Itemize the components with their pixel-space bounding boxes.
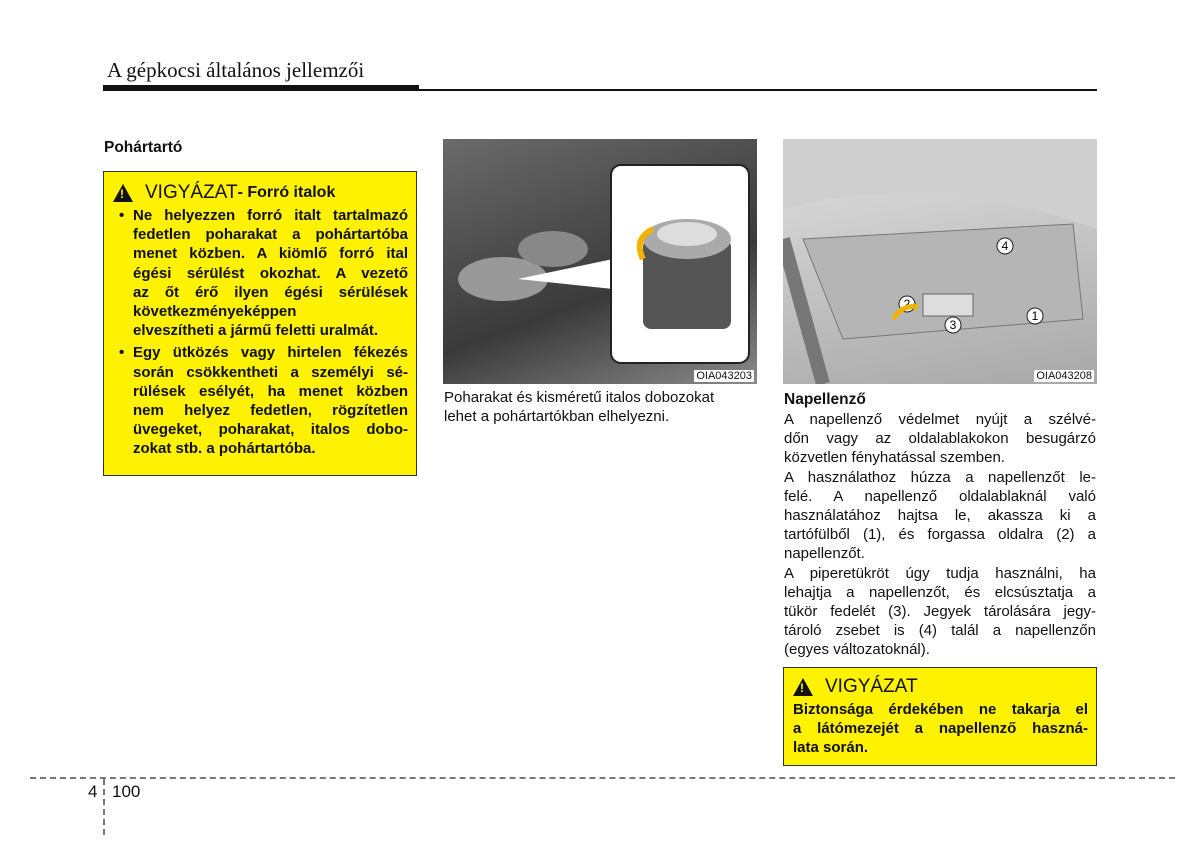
sunvisor-body	[784, 410, 1096, 660]
image-code: OIA043208	[1036, 370, 1092, 382]
text-line: elveszítheti a jármű feletti uralmát.	[133, 322, 379, 340]
image-code: OIA043203	[696, 370, 752, 382]
cupholder-image	[443, 139, 757, 384]
section-title-cupholder: Pohártartó	[104, 139, 183, 156]
running-header: A gépkocsi általános jellemzői	[107, 58, 365, 82]
text-line: az őt érő ilyen égési sérülések	[133, 283, 408, 301]
warning-text	[793, 700, 1088, 758]
text-line: a látómezejét a napellenző haszná-	[793, 720, 1088, 738]
label-1: 1	[1031, 309, 1039, 323]
warning-title: ! VIGYÁZAT - Forró italok	[113, 182, 408, 204]
text-line: Poharakat és kisméretű italos dobozokat	[444, 389, 715, 406]
text-line: zokat stb. a pohártartóba.	[133, 440, 316, 458]
label-2: 2	[903, 297, 911, 311]
cupholder-illustration	[443, 139, 757, 384]
text-line: lehajtja a napellenzőt, és elcsúsztatja a	[784, 583, 1096, 601]
text-line: következményeképpen	[133, 303, 297, 321]
label-3: 3	[949, 318, 957, 332]
text-line: üvegeket, poharakat, italos dobo-	[133, 421, 408, 439]
text-line: • Ne helyezzen forró italt tartalmazó	[133, 207, 408, 224]
text-line: felé. A napellenző oldalablaknál való	[784, 487, 1096, 505]
warning-bullet	[113, 343, 408, 458]
text-line: fedetlen poharakat a pohártartóba	[133, 226, 408, 244]
text-line: • Egy ütközés vagy hirtelen fékezés	[133, 344, 408, 362]
page-number: 100	[112, 782, 141, 801]
text-line: használatához hajtsa le, akassza ki a	[784, 507, 1096, 525]
text-line: tartófülből (1), és forgassa oldalra (2) a	[784, 526, 1096, 544]
footer-divider	[103, 779, 105, 835]
header-rule-thick	[103, 85, 419, 91]
sunvisor-illustration	[783, 139, 1097, 384]
warning-triangle-icon	[793, 678, 813, 696]
text-line: tároló zsebet is (4) talál a napellenzőn	[784, 622, 1096, 640]
text-line: napellenzőt.	[784, 545, 865, 563]
text-line: A napellenző védelmet nyújt a szélvé-	[784, 411, 1096, 428]
header-rule	[419, 89, 1097, 91]
text-line: lehet a pohártartókban elhelyezni.	[444, 408, 670, 426]
text-line: Biztonsága érdekében ne takarja el	[793, 701, 1088, 718]
text-line: nem helyez fedetlen, rögzítetlen	[133, 402, 408, 420]
text-line: során csökkentheti a személyi sé-	[133, 363, 408, 381]
label-4: 4	[1001, 239, 1009, 253]
text-line: közvetlen fényhatással szemben.	[784, 449, 1005, 467]
text-line: dőn vagy az oldalablakokon besugárzó	[784, 430, 1096, 448]
section-title-sunvisor: Napellenző	[784, 391, 866, 408]
sunvisor-image	[783, 139, 1097, 384]
footer-rule	[30, 777, 1175, 779]
cupholder-caption	[444, 388, 757, 426]
text-line: menet közben. A kiömlő forró ital	[133, 245, 408, 263]
text-line: lata során.	[793, 739, 869, 757]
warning-triangle-icon	[113, 184, 133, 202]
text-line: rülések esélyét, ha menet közben	[133, 382, 408, 400]
warning-box-sunvisor	[783, 667, 1097, 766]
warning-title: ! VIGYÁZAT	[793, 676, 1088, 698]
text-line: égési sérülést okozhat. A vezető	[133, 264, 408, 282]
chapter-number: 4	[88, 782, 98, 801]
warning-box-hot-drinks	[103, 171, 417, 476]
text-line: (egyes változatoknál).	[784, 641, 930, 659]
warning-bullets	[113, 206, 408, 459]
warning-bullet	[113, 206, 408, 340]
text-line: A használathoz húzza a napellenzőt le-	[784, 468, 1096, 486]
text-line: A piperetükröt úgy tudja használni, ha	[784, 564, 1096, 582]
text-line: tükör fedelét (3). Jegyek tárolására jegy-	[784, 603, 1096, 621]
